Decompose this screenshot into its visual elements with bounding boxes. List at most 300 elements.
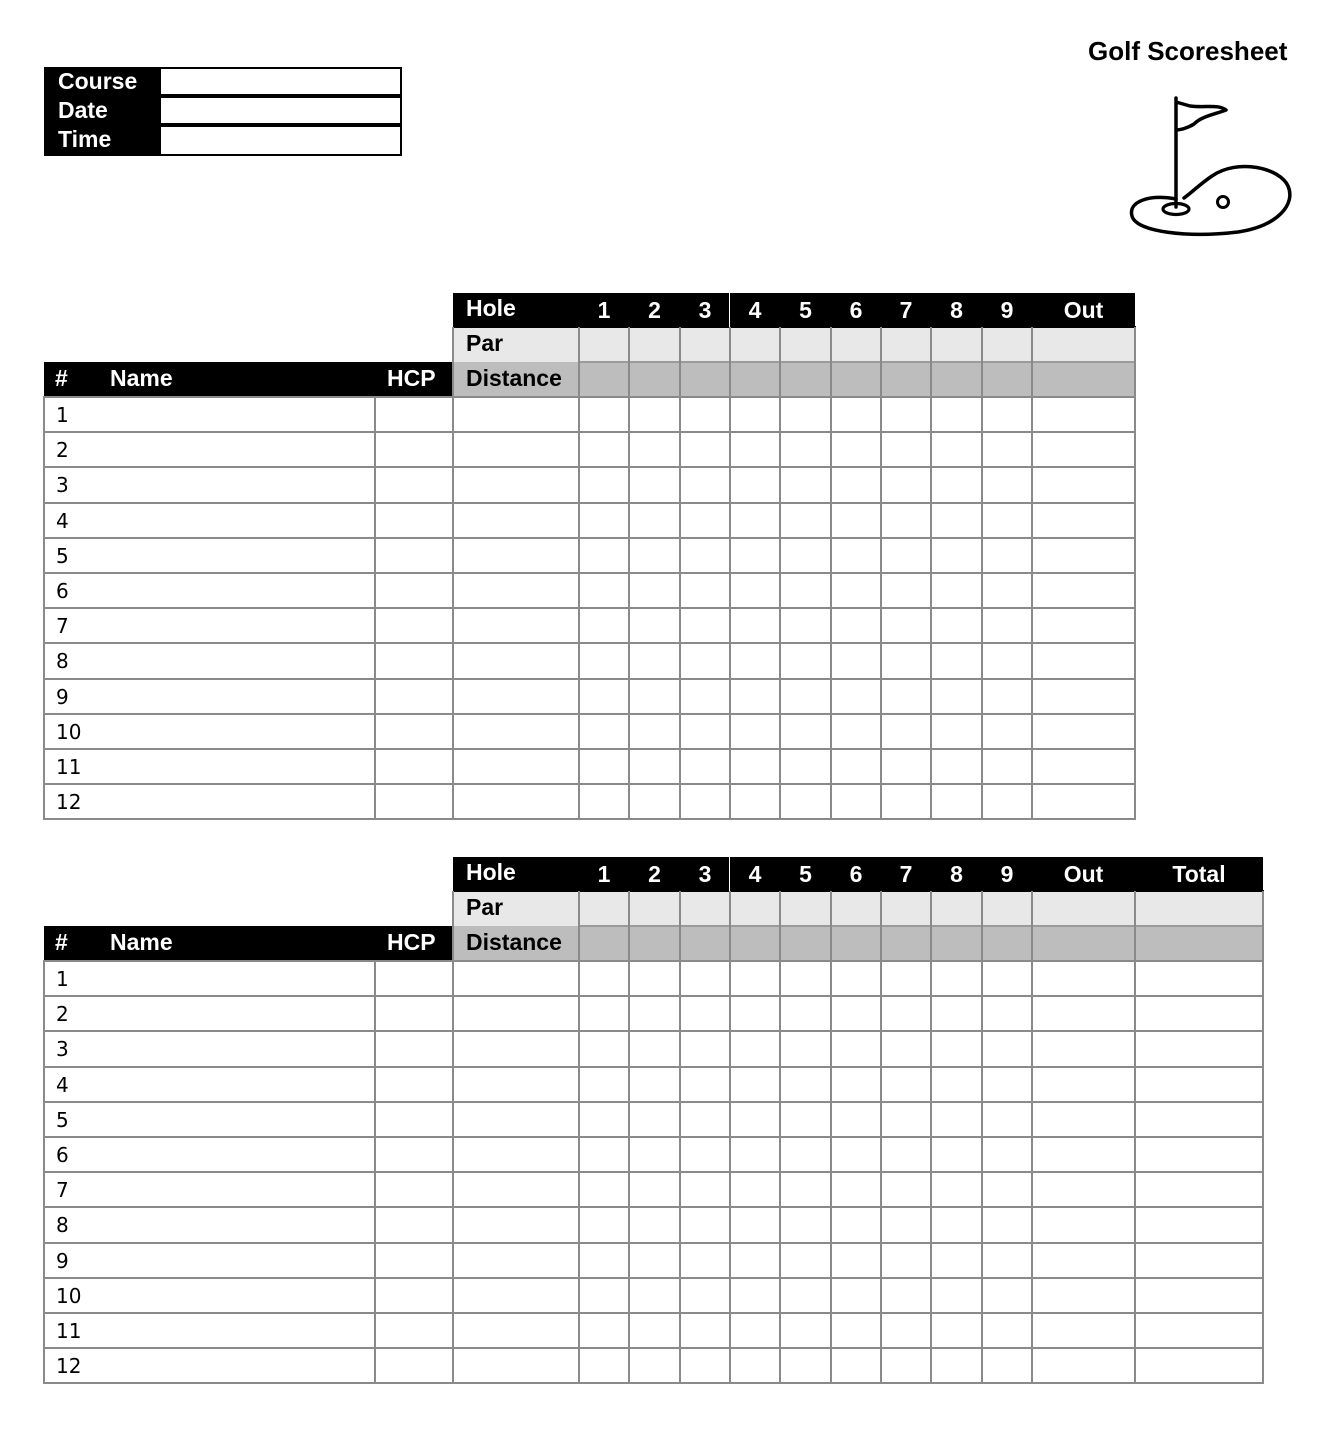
score-cell[interactable] bbox=[579, 996, 629, 1031]
score-cell[interactable] bbox=[831, 397, 881, 432]
score-cell[interactable] bbox=[831, 1137, 881, 1172]
par-cell[interactable] bbox=[730, 891, 780, 926]
score-cell[interactable] bbox=[931, 1207, 982, 1242]
score-cell[interactable] bbox=[1032, 467, 1135, 502]
player-name-cell[interactable] bbox=[80, 467, 375, 502]
par-cell[interactable] bbox=[629, 327, 680, 362]
score-cell[interactable] bbox=[579, 1137, 629, 1172]
score-cell[interactable] bbox=[982, 1067, 1032, 1102]
score-cell[interactable] bbox=[982, 1348, 1032, 1383]
score-cell[interactable] bbox=[629, 643, 680, 678]
player-hcp-cell[interactable] bbox=[375, 714, 453, 749]
score-cell[interactable] bbox=[881, 714, 931, 749]
score-cell[interactable] bbox=[730, 397, 780, 432]
score-cell[interactable] bbox=[780, 608, 831, 643]
score-cell[interactable] bbox=[579, 679, 629, 714]
score-cell[interactable] bbox=[931, 1313, 982, 1348]
player-name-cell[interactable] bbox=[80, 573, 375, 608]
player-hcp-cell[interactable] bbox=[375, 503, 453, 538]
score-cell[interactable] bbox=[453, 608, 579, 643]
score-cell[interactable] bbox=[1032, 961, 1135, 996]
score-cell[interactable] bbox=[680, 608, 730, 643]
score-cell[interactable] bbox=[453, 1207, 579, 1242]
score-cell[interactable] bbox=[1032, 538, 1135, 573]
score-cell[interactable] bbox=[680, 538, 730, 573]
score-cell[interactable] bbox=[453, 1313, 579, 1348]
score-cell[interactable] bbox=[931, 432, 982, 467]
score-cell[interactable] bbox=[982, 784, 1032, 819]
player-name-cell[interactable] bbox=[80, 1207, 375, 1242]
score-cell[interactable] bbox=[680, 1207, 730, 1242]
player-hcp-cell[interactable] bbox=[375, 608, 453, 643]
score-cell[interactable] bbox=[730, 714, 780, 749]
score-cell[interactable] bbox=[881, 608, 931, 643]
score-cell[interactable] bbox=[881, 1313, 931, 1348]
score-cell[interactable] bbox=[629, 573, 680, 608]
score-cell[interactable] bbox=[831, 573, 881, 608]
score-cell[interactable] bbox=[1032, 1243, 1135, 1278]
score-cell[interactable] bbox=[780, 714, 831, 749]
score-cell[interactable] bbox=[780, 1348, 831, 1383]
score-cell[interactable] bbox=[881, 1243, 931, 1278]
score-cell[interactable] bbox=[730, 1067, 780, 1102]
score-cell[interactable] bbox=[831, 1313, 881, 1348]
score-cell[interactable] bbox=[1032, 608, 1135, 643]
score-cell[interactable] bbox=[780, 1278, 831, 1313]
player-name-cell[interactable] bbox=[80, 1031, 375, 1066]
score-cell[interactable] bbox=[931, 749, 982, 784]
score-cell[interactable] bbox=[1135, 1243, 1263, 1278]
par-cell[interactable] bbox=[1032, 327, 1135, 362]
distance-cell[interactable] bbox=[881, 926, 931, 961]
score-cell[interactable] bbox=[629, 503, 680, 538]
score-cell[interactable] bbox=[730, 608, 780, 643]
score-cell[interactable] bbox=[579, 538, 629, 573]
score-cell[interactable] bbox=[982, 503, 1032, 538]
score-cell[interactable] bbox=[730, 1102, 780, 1137]
player-name-cell[interactable] bbox=[80, 784, 375, 819]
score-cell[interactable] bbox=[730, 1278, 780, 1313]
score-cell[interactable] bbox=[780, 397, 831, 432]
score-cell[interactable] bbox=[881, 996, 931, 1031]
score-cell[interactable] bbox=[453, 1102, 579, 1137]
score-cell[interactable] bbox=[982, 1278, 1032, 1313]
score-cell[interactable] bbox=[831, 1172, 881, 1207]
score-cell[interactable] bbox=[831, 1278, 881, 1313]
score-cell[interactable] bbox=[730, 1172, 780, 1207]
score-cell[interactable] bbox=[629, 1137, 680, 1172]
date-input[interactable] bbox=[159, 96, 402, 125]
score-cell[interactable] bbox=[780, 1067, 831, 1102]
score-cell[interactable] bbox=[1135, 1031, 1263, 1066]
score-cell[interactable] bbox=[931, 784, 982, 819]
score-cell[interactable] bbox=[780, 503, 831, 538]
score-cell[interactable] bbox=[831, 1243, 881, 1278]
score-cell[interactable] bbox=[579, 961, 629, 996]
score-cell[interactable] bbox=[1135, 1278, 1263, 1313]
score-cell[interactable] bbox=[1032, 996, 1135, 1031]
score-cell[interactable] bbox=[1135, 1207, 1263, 1242]
score-cell[interactable] bbox=[881, 397, 931, 432]
score-cell[interactable] bbox=[680, 1348, 730, 1383]
score-cell[interactable] bbox=[931, 679, 982, 714]
score-cell[interactable] bbox=[680, 679, 730, 714]
player-name-cell[interactable] bbox=[80, 714, 375, 749]
score-cell[interactable] bbox=[982, 1102, 1032, 1137]
player-hcp-cell[interactable] bbox=[375, 1031, 453, 1066]
score-cell[interactable] bbox=[780, 1172, 831, 1207]
score-cell[interactable] bbox=[780, 996, 831, 1031]
score-cell[interactable] bbox=[881, 643, 931, 678]
score-cell[interactable] bbox=[629, 679, 680, 714]
par-cell[interactable] bbox=[579, 891, 629, 926]
score-cell[interactable] bbox=[831, 1067, 881, 1102]
distance-cell[interactable] bbox=[831, 362, 881, 397]
score-cell[interactable] bbox=[1032, 432, 1135, 467]
score-cell[interactable] bbox=[1032, 397, 1135, 432]
score-cell[interactable] bbox=[931, 1102, 982, 1137]
score-cell[interactable] bbox=[780, 784, 831, 819]
score-cell[interactable] bbox=[680, 1172, 730, 1207]
score-cell[interactable] bbox=[881, 573, 931, 608]
score-cell[interactable] bbox=[629, 1207, 680, 1242]
par-cell[interactable] bbox=[1032, 891, 1135, 926]
distance-cell[interactable] bbox=[680, 926, 730, 961]
score-cell[interactable] bbox=[1032, 573, 1135, 608]
score-cell[interactable] bbox=[982, 961, 1032, 996]
player-hcp-cell[interactable] bbox=[375, 432, 453, 467]
score-cell[interactable] bbox=[982, 1172, 1032, 1207]
score-cell[interactable] bbox=[831, 432, 881, 467]
score-cell[interactable] bbox=[1032, 1102, 1135, 1137]
distance-cell[interactable] bbox=[982, 926, 1032, 961]
player-hcp-cell[interactable] bbox=[375, 996, 453, 1031]
score-cell[interactable] bbox=[982, 397, 1032, 432]
par-cell[interactable] bbox=[680, 891, 730, 926]
score-cell[interactable] bbox=[881, 432, 931, 467]
score-cell[interactable] bbox=[629, 1348, 680, 1383]
player-hcp-cell[interactable] bbox=[375, 749, 453, 784]
score-cell[interactable] bbox=[881, 1137, 931, 1172]
score-cell[interactable] bbox=[629, 784, 680, 819]
score-cell[interactable] bbox=[1032, 1313, 1135, 1348]
score-cell[interactable] bbox=[931, 608, 982, 643]
par-cell[interactable] bbox=[881, 891, 931, 926]
score-cell[interactable] bbox=[931, 1137, 982, 1172]
score-cell[interactable] bbox=[982, 573, 1032, 608]
score-cell[interactable] bbox=[453, 573, 579, 608]
score-cell[interactable] bbox=[1032, 679, 1135, 714]
score-cell[interactable] bbox=[831, 961, 881, 996]
score-cell[interactable] bbox=[579, 1313, 629, 1348]
score-cell[interactable] bbox=[680, 1243, 730, 1278]
score-cell[interactable] bbox=[831, 643, 881, 678]
player-name-cell[interactable] bbox=[80, 1172, 375, 1207]
score-cell[interactable] bbox=[453, 1137, 579, 1172]
score-cell[interactable] bbox=[982, 1031, 1032, 1066]
score-cell[interactable] bbox=[1135, 996, 1263, 1031]
score-cell[interactable] bbox=[780, 538, 831, 573]
score-cell[interactable] bbox=[982, 608, 1032, 643]
score-cell[interactable] bbox=[579, 1207, 629, 1242]
score-cell[interactable] bbox=[831, 608, 881, 643]
par-cell[interactable] bbox=[881, 327, 931, 362]
score-cell[interactable] bbox=[931, 538, 982, 573]
score-cell[interactable] bbox=[881, 538, 931, 573]
score-cell[interactable] bbox=[1135, 1102, 1263, 1137]
distance-cell[interactable] bbox=[931, 926, 982, 961]
score-cell[interactable] bbox=[780, 1102, 831, 1137]
distance-cell[interactable] bbox=[579, 362, 629, 397]
score-cell[interactable] bbox=[931, 503, 982, 538]
player-hcp-cell[interactable] bbox=[375, 1067, 453, 1102]
score-cell[interactable] bbox=[453, 1172, 579, 1207]
score-cell[interactable] bbox=[680, 397, 730, 432]
score-cell[interactable] bbox=[680, 503, 730, 538]
score-cell[interactable] bbox=[579, 503, 629, 538]
score-cell[interactable] bbox=[780, 749, 831, 784]
player-name-cell[interactable] bbox=[80, 1278, 375, 1313]
score-cell[interactable] bbox=[629, 714, 680, 749]
score-cell[interactable] bbox=[579, 784, 629, 819]
par-cell[interactable] bbox=[982, 891, 1032, 926]
score-cell[interactable] bbox=[453, 1348, 579, 1383]
score-cell[interactable] bbox=[629, 1172, 680, 1207]
score-cell[interactable] bbox=[982, 432, 1032, 467]
score-cell[interactable] bbox=[680, 573, 730, 608]
score-cell[interactable] bbox=[831, 784, 881, 819]
player-name-cell[interactable] bbox=[80, 643, 375, 678]
distance-cell[interactable] bbox=[780, 926, 831, 961]
score-cell[interactable] bbox=[831, 467, 881, 502]
score-cell[interactable] bbox=[881, 784, 931, 819]
par-cell[interactable] bbox=[831, 327, 881, 362]
score-cell[interactable] bbox=[881, 679, 931, 714]
distance-cell[interactable] bbox=[831, 926, 881, 961]
score-cell[interactable] bbox=[680, 784, 730, 819]
score-cell[interactable] bbox=[629, 397, 680, 432]
score-cell[interactable] bbox=[881, 1207, 931, 1242]
player-hcp-cell[interactable] bbox=[375, 1172, 453, 1207]
score-cell[interactable] bbox=[579, 608, 629, 643]
player-name-cell[interactable] bbox=[80, 397, 375, 432]
distance-cell[interactable] bbox=[579, 926, 629, 961]
score-cell[interactable] bbox=[982, 679, 1032, 714]
score-cell[interactable] bbox=[1032, 1207, 1135, 1242]
distance-cell[interactable] bbox=[629, 362, 680, 397]
score-cell[interactable] bbox=[680, 996, 730, 1031]
score-cell[interactable] bbox=[780, 1243, 831, 1278]
score-cell[interactable] bbox=[730, 1243, 780, 1278]
player-hcp-cell[interactable] bbox=[375, 1137, 453, 1172]
player-hcp-cell[interactable] bbox=[375, 397, 453, 432]
score-cell[interactable] bbox=[881, 749, 931, 784]
score-cell[interactable] bbox=[453, 1278, 579, 1313]
score-cell[interactable] bbox=[629, 608, 680, 643]
time-input[interactable] bbox=[159, 125, 402, 156]
par-cell[interactable] bbox=[1135, 891, 1263, 926]
score-cell[interactable] bbox=[730, 573, 780, 608]
score-cell[interactable] bbox=[629, 467, 680, 502]
score-cell[interactable] bbox=[730, 679, 780, 714]
score-cell[interactable] bbox=[579, 432, 629, 467]
par-cell[interactable] bbox=[982, 327, 1032, 362]
score-cell[interactable] bbox=[982, 714, 1032, 749]
score-cell[interactable] bbox=[579, 1172, 629, 1207]
score-cell[interactable] bbox=[780, 467, 831, 502]
score-cell[interactable] bbox=[982, 1243, 1032, 1278]
score-cell[interactable] bbox=[931, 1348, 982, 1383]
score-cell[interactable] bbox=[881, 1031, 931, 1066]
score-cell[interactable] bbox=[780, 1313, 831, 1348]
score-cell[interactable] bbox=[730, 1313, 780, 1348]
score-cell[interactable] bbox=[831, 1102, 881, 1137]
player-name-cell[interactable] bbox=[80, 1313, 375, 1348]
score-cell[interactable] bbox=[1032, 1031, 1135, 1066]
score-cell[interactable] bbox=[579, 749, 629, 784]
score-cell[interactable] bbox=[730, 996, 780, 1031]
distance-cell[interactable] bbox=[1135, 926, 1263, 961]
score-cell[interactable] bbox=[881, 503, 931, 538]
player-name-cell[interactable] bbox=[80, 749, 375, 784]
player-name-cell[interactable] bbox=[80, 1102, 375, 1137]
score-cell[interactable] bbox=[831, 538, 881, 573]
score-cell[interactable] bbox=[730, 467, 780, 502]
score-cell[interactable] bbox=[453, 1031, 579, 1066]
score-cell[interactable] bbox=[982, 1207, 1032, 1242]
score-cell[interactable] bbox=[931, 573, 982, 608]
score-cell[interactable] bbox=[629, 1243, 680, 1278]
score-cell[interactable] bbox=[453, 538, 579, 573]
score-cell[interactable] bbox=[831, 714, 881, 749]
score-cell[interactable] bbox=[831, 503, 881, 538]
score-cell[interactable] bbox=[680, 714, 730, 749]
score-cell[interactable] bbox=[931, 714, 982, 749]
player-hcp-cell[interactable] bbox=[375, 467, 453, 502]
score-cell[interactable] bbox=[730, 1207, 780, 1242]
score-cell[interactable] bbox=[1032, 749, 1135, 784]
score-cell[interactable] bbox=[453, 643, 579, 678]
score-cell[interactable] bbox=[629, 1102, 680, 1137]
score-cell[interactable] bbox=[831, 679, 881, 714]
score-cell[interactable] bbox=[453, 503, 579, 538]
player-hcp-cell[interactable] bbox=[375, 573, 453, 608]
score-cell[interactable] bbox=[680, 1137, 730, 1172]
score-cell[interactable] bbox=[1032, 1137, 1135, 1172]
score-cell[interactable] bbox=[780, 573, 831, 608]
score-cell[interactable] bbox=[780, 1207, 831, 1242]
score-cell[interactable] bbox=[453, 1067, 579, 1102]
score-cell[interactable] bbox=[680, 1102, 730, 1137]
score-cell[interactable] bbox=[1135, 1313, 1263, 1348]
score-cell[interactable] bbox=[629, 1067, 680, 1102]
score-cell[interactable] bbox=[629, 1031, 680, 1066]
distance-cell[interactable] bbox=[931, 362, 982, 397]
distance-cell[interactable] bbox=[881, 362, 931, 397]
player-name-cell[interactable] bbox=[80, 1137, 375, 1172]
player-name-cell[interactable] bbox=[80, 1067, 375, 1102]
score-cell[interactable] bbox=[680, 1031, 730, 1066]
score-cell[interactable] bbox=[1032, 1067, 1135, 1102]
score-cell[interactable] bbox=[680, 432, 730, 467]
player-hcp-cell[interactable] bbox=[375, 1243, 453, 1278]
score-cell[interactable] bbox=[1135, 1172, 1263, 1207]
course-input[interactable] bbox=[159, 67, 402, 96]
player-hcp-cell[interactable] bbox=[375, 679, 453, 714]
score-cell[interactable] bbox=[579, 1067, 629, 1102]
par-cell[interactable] bbox=[931, 891, 982, 926]
score-cell[interactable] bbox=[931, 467, 982, 502]
player-hcp-cell[interactable] bbox=[375, 1207, 453, 1242]
score-cell[interactable] bbox=[730, 538, 780, 573]
player-name-cell[interactable] bbox=[80, 996, 375, 1031]
score-cell[interactable] bbox=[629, 996, 680, 1031]
score-cell[interactable] bbox=[629, 749, 680, 784]
player-hcp-cell[interactable] bbox=[375, 961, 453, 996]
score-cell[interactable] bbox=[982, 1137, 1032, 1172]
par-cell[interactable] bbox=[831, 891, 881, 926]
score-cell[interactable] bbox=[453, 1243, 579, 1278]
score-cell[interactable] bbox=[730, 1348, 780, 1383]
score-cell[interactable] bbox=[780, 1137, 831, 1172]
score-cell[interactable] bbox=[579, 1031, 629, 1066]
score-cell[interactable] bbox=[982, 467, 1032, 502]
score-cell[interactable] bbox=[680, 1313, 730, 1348]
par-cell[interactable] bbox=[931, 327, 982, 362]
score-cell[interactable] bbox=[1135, 961, 1263, 996]
player-name-cell[interactable] bbox=[80, 679, 375, 714]
score-cell[interactable] bbox=[730, 749, 780, 784]
score-cell[interactable] bbox=[931, 643, 982, 678]
score-cell[interactable] bbox=[579, 1278, 629, 1313]
score-cell[interactable] bbox=[831, 749, 881, 784]
player-hcp-cell[interactable] bbox=[375, 1348, 453, 1383]
score-cell[interactable] bbox=[579, 467, 629, 502]
player-hcp-cell[interactable] bbox=[375, 784, 453, 819]
player-name-cell[interactable] bbox=[80, 961, 375, 996]
par-cell[interactable] bbox=[680, 327, 730, 362]
score-cell[interactable] bbox=[881, 467, 931, 502]
score-cell[interactable] bbox=[453, 467, 579, 502]
score-cell[interactable] bbox=[1135, 1348, 1263, 1383]
score-cell[interactable] bbox=[1032, 1348, 1135, 1383]
score-cell[interactable] bbox=[629, 432, 680, 467]
score-cell[interactable] bbox=[831, 1207, 881, 1242]
par-cell[interactable] bbox=[579, 327, 629, 362]
score-cell[interactable] bbox=[1135, 1067, 1263, 1102]
score-cell[interactable] bbox=[680, 749, 730, 784]
score-cell[interactable] bbox=[831, 996, 881, 1031]
score-cell[interactable] bbox=[453, 432, 579, 467]
player-hcp-cell[interactable] bbox=[375, 1102, 453, 1137]
distance-cell[interactable] bbox=[629, 926, 680, 961]
score-cell[interactable] bbox=[730, 1137, 780, 1172]
score-cell[interactable] bbox=[730, 784, 780, 819]
score-cell[interactable] bbox=[680, 1278, 730, 1313]
score-cell[interactable] bbox=[982, 996, 1032, 1031]
score-cell[interactable] bbox=[453, 784, 579, 819]
score-cell[interactable] bbox=[730, 1031, 780, 1066]
distance-cell[interactable] bbox=[1032, 926, 1135, 961]
score-cell[interactable] bbox=[931, 996, 982, 1031]
score-cell[interactable] bbox=[680, 961, 730, 996]
score-cell[interactable] bbox=[780, 961, 831, 996]
score-cell[interactable] bbox=[730, 643, 780, 678]
score-cell[interactable] bbox=[1032, 714, 1135, 749]
player-hcp-cell[interactable] bbox=[375, 1313, 453, 1348]
score-cell[interactable] bbox=[931, 1172, 982, 1207]
score-cell[interactable] bbox=[579, 397, 629, 432]
